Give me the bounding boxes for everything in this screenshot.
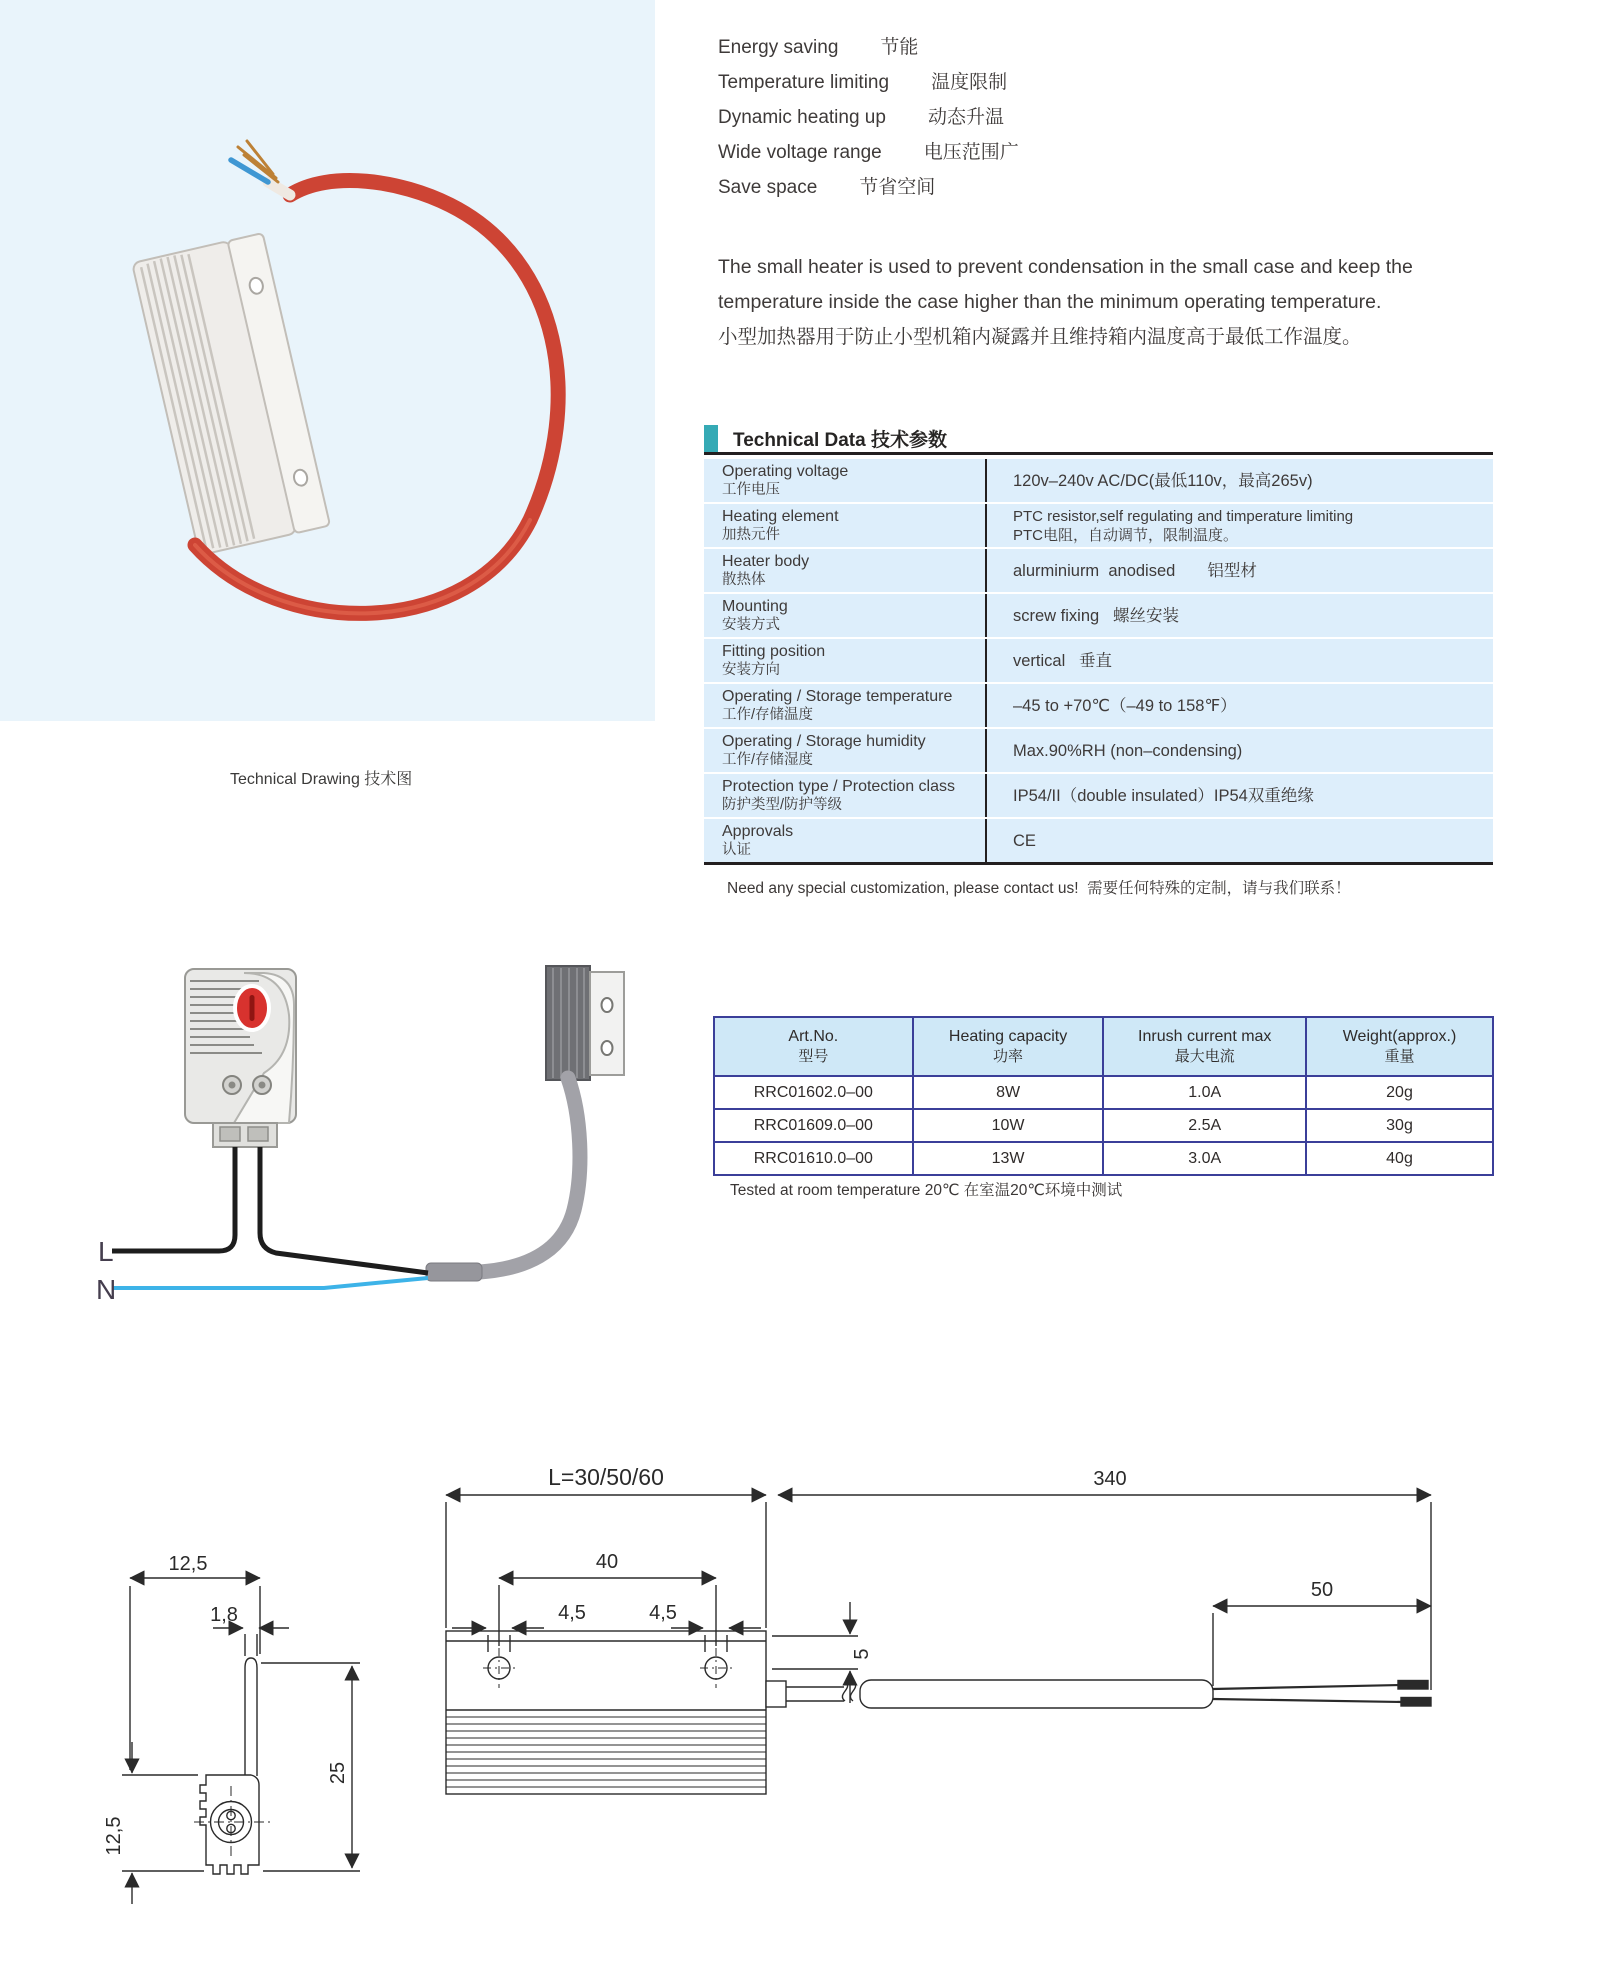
header-row <box>714 1017 1493 1076</box>
feature-item: Dynamic heating up 动态升温 <box>718 107 1004 128</box>
bracket-hole <box>602 1041 613 1055</box>
dim-thickness <box>213 1628 289 1656</box>
dimension-drawing <box>100 1440 1550 1940</box>
dim-label: 4,5 <box>558 1602 586 1624</box>
dim-label: 340 <box>1093 1468 1127 1490</box>
heater-illustration <box>132 233 330 555</box>
cross-section-view <box>194 1658 270 1874</box>
wiring-diagram <box>84 945 700 1345</box>
technical-data-table <box>704 459 1493 864</box>
table-row: Operating voltage 工作电压 120v–240v AC/DC(最低110v，最高265v) <box>704 459 1493 502</box>
column-header: Weight(approx.) 重量 <box>1306 1017 1493 1076</box>
table-row: Approvals 认证 CE <box>704 819 1493 862</box>
product-description <box>718 250 1518 355</box>
feature-item: Wide voltage range 电压范围广 <box>718 142 1019 163</box>
customization-note: Need any special customization, please contact us! 需要任何特殊的定制，请与我们联系！ <box>727 880 1351 897</box>
feature-list <box>718 30 1019 205</box>
dim-label: 12,5 <box>103 1816 125 1856</box>
table-row: Operating / Storage temperature 工作/存储温度 –45 to +70℃（–49 to 158℉） <box>704 684 1493 727</box>
feature-item: Save space 节省空间 <box>718 177 936 198</box>
dim-label: 1,8 <box>210 1604 238 1626</box>
dim-height-left <box>122 1742 204 1904</box>
product-photo <box>0 0 655 721</box>
technical-data-section-header <box>704 424 947 452</box>
neutral-wire <box>112 1278 428 1288</box>
column-header: Art.No. 型号 <box>714 1017 913 1076</box>
dim-label: 12,5 <box>168 1553 208 1575</box>
column-header: Heating capacity 功率 <box>913 1017 1104 1076</box>
line-wire <box>112 1147 235 1251</box>
section-title: Technical Data 技术参数 <box>733 429 947 451</box>
dim-label: L=30/50/60 <box>548 1464 664 1490</box>
feature-item: Energy saving 节能 <box>718 37 919 58</box>
table-row: RRC01602.0–00 8W 1.0A 20g <box>714 1076 1493 1109</box>
bracket-hole <box>602 998 613 1012</box>
front-view <box>446 1631 766 1794</box>
dim-label: 50 <box>1310 1579 1334 1601</box>
table-row: Heater body 散热体 alurminiurm anodised 铝型材 <box>704 549 1493 592</box>
tested-note: Tested at room temperature 20℃ 在室温20℃环境中测试 <box>730 1182 1123 1199</box>
neutral-label: N <box>96 1274 117 1305</box>
article-table <box>713 1016 1494 1176</box>
mounting-bracket <box>590 972 624 1075</box>
dim-label: 25 <box>327 1761 349 1785</box>
dim-width-top <box>130 1578 260 1770</box>
feature-item: Temperature limiting 温度限制 <box>718 72 1008 93</box>
description-line: 小型加热器用于防止小型机箱内凝露并且维持箱内温度高于最低工作温度。 <box>718 326 1362 348</box>
dim-strip-length <box>1213 1606 1431 1686</box>
cable-sheath-end <box>268 182 290 195</box>
table-row: RRC01610.0–00 13W 3.0A 40g <box>714 1142 1493 1175</box>
table-row: Heating element 加热元件 PTC resistor,self regulating and timperature limiting PTC电阻，自动调节，限制温度。 <box>704 504 1493 547</box>
description-line: temperature inside the case higher than the minimum operating temperature. <box>718 291 1382 313</box>
dim-label: 40 <box>595 1551 619 1573</box>
product-photo-panel <box>0 0 655 721</box>
description-line: The small heater is used to prevent condensation in the small case and keep the <box>718 256 1413 278</box>
dim-label: 5 <box>851 1648 873 1660</box>
cable-drawing <box>766 1680 1431 1708</box>
technical-drawing-label: Technical Drawing 技术图 <box>230 771 413 788</box>
table-row: Protection type / Protection class 防护类型/防护等级 IP54/II（double insulated）IP54双重绝缘 <box>704 774 1493 817</box>
thermostat <box>185 969 296 1147</box>
cable-sleeve <box>426 1263 482 1281</box>
table-bottom-rule <box>704 862 1493 865</box>
table-row: Mounting 安装方式 screw fixing 螺丝安装 <box>704 594 1493 637</box>
heater-side-view <box>546 966 624 1080</box>
heater-cable <box>480 1078 580 1272</box>
table-row: Fitting position 安装方向 vertical 垂直 <box>704 639 1493 682</box>
dim-label: 4,5 <box>649 1602 677 1624</box>
wire-tip <box>1401 1698 1431 1707</box>
table-row: RRC01609.0–00 10W 2.5A 30g <box>714 1109 1493 1142</box>
wire-tip <box>1398 1681 1428 1690</box>
line-label: L <box>98 1236 114 1267</box>
section-marker-icon <box>704 425 718 452</box>
column-header: Inrush current max 最大电流 <box>1103 1017 1306 1076</box>
header-rule <box>704 452 1493 455</box>
table-row: Operating / Storage humidity 工作/存储湿度 Max.90%RH (non–condensing) <box>704 729 1493 772</box>
switched-wire <box>260 1147 428 1273</box>
